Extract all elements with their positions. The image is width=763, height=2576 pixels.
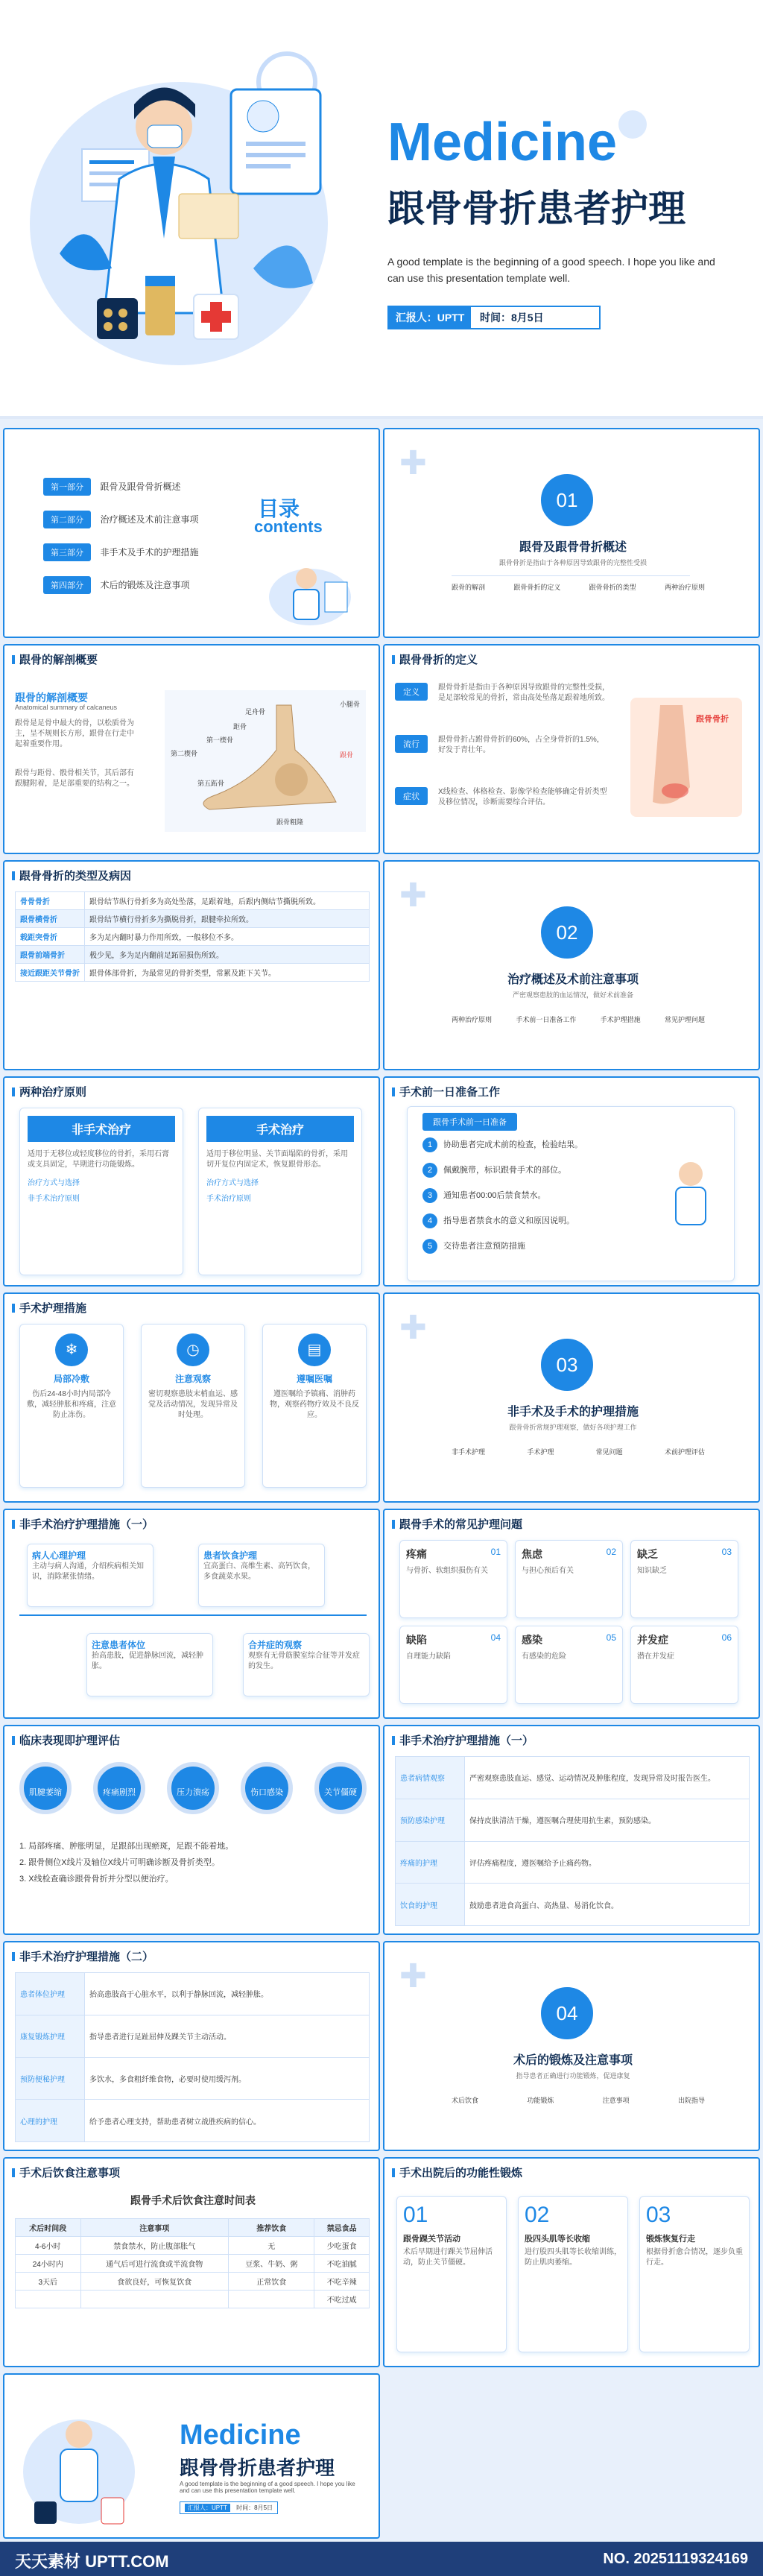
fracture-label: 跟骨骨折: [696, 715, 729, 724]
toc-part-label: 第二部分: [43, 511, 91, 528]
section-tag: 手术护理: [527, 1448, 554, 1456]
section-tag: 手术护理措施: [600, 1016, 641, 1023]
exercise-card: 02 股四头肌等长收缩 进行股四头肌等长收缩训练，防止肌肉萎缩。: [518, 2196, 628, 2352]
preop-item: 3 通知患者00:00后禁食禁水。: [422, 1187, 646, 1213]
table-row: 康复锻炼护理 指导患者进行足趾屈伸及踝关节主动活动。: [16, 2015, 370, 2057]
principle-sub: 手术治疗原则: [206, 1195, 251, 1203]
table-row: 4-6小时 禁食禁水，防止腹部胀气 无 少吃蛋食: [16, 2237, 370, 2255]
assess-line: 1. 局部疼痛、肿胀明显，足跟部出现瘀斑，足跟不能着地。: [19, 1842, 234, 1851]
diet-table-title: 跟骨手术后饮食注意时间表: [130, 2194, 256, 2206]
nonsurg-text: 抬高患肢，促进静脉回流，减轻肿胀。: [92, 1652, 203, 1670]
section3-slide: [383, 1292, 760, 1503]
section1-slide: [383, 428, 760, 638]
nursing-title: 注意观察: [174, 1374, 211, 1384]
nursing-title: 遵嘱医嘱: [296, 1374, 332, 1384]
toc-part-label: 第一部分: [43, 478, 91, 496]
table-row: 不吃过咸: [16, 2291, 370, 2308]
nonsurg-text: 宜高蛋白、高维生素、高钙饮食，多食蔬菜水果。: [203, 1562, 315, 1581]
nursing-text: 密切观察患肢末梢血运、感觉及活动情况，发现异常及时处理。: [148, 1390, 238, 1419]
section2-slide: [383, 860, 760, 1070]
type-desc: 跟骨结节横行骨折多为撕脱骨折，跟腱牵拉所致。: [85, 910, 370, 928]
fracture-image: [630, 698, 742, 817]
cover-title-cn: 跟骨骨折患者护理: [387, 188, 686, 230]
section-subtitle: 指导患者正确进行功能锻炼，促进康复: [516, 2072, 630, 2080]
definition-text: 跟骨骨折是指由于各种原因导致跟骨的完整性受损，是足部较常见的骨折，常由高处坠落足跟着地所致。: [438, 684, 610, 702]
cover-reporter: 汇报人：UPTT: [389, 307, 471, 328]
section-tag: 手术前一日准备工作: [516, 1016, 577, 1023]
problem-card: 并发症 06 潜在并发症: [630, 1626, 738, 1704]
footer-right: NO. 20251119324169: [603, 2551, 748, 2567]
table-row: [16, 892, 370, 910]
slide-header: 两种治疗原则: [12, 1084, 86, 1099]
slide-header: 非手术治疗护理措施（二）: [12, 1948, 153, 1964]
cover-info-box: [387, 306, 601, 329]
type-name: 接近跟距关节骨折: [16, 964, 85, 982]
preop-card: [407, 1106, 735, 1281]
doctor-illustration: [19, 2390, 139, 2531]
toc-item-label: 术后的锻炼及注意事项: [100, 580, 190, 590]
principle-sub: 治疗方式与选择: [206, 1179, 259, 1187]
section-subtitle: 严密观察患肢的血运情况，做好术前准备: [512, 991, 633, 999]
nonsurg-title: 注意患者体位: [92, 1640, 146, 1650]
slide-header: 跟骨手术的常见护理问题: [392, 1516, 522, 1532]
assess-circle: 伤口感染: [241, 1762, 293, 1814]
assess-circle: 肌腱萎缩: [19, 1762, 72, 1814]
nonsurg3-table: [15, 1972, 370, 2142]
principle-text: 适用于无移位或轻度移位的骨折，采用石膏或支具固定，早期进行功能锻炼。: [28, 1150, 169, 1169]
principle-title: 手术治疗: [206, 1116, 354, 1142]
plus-icon: ✚: [399, 877, 427, 914]
preop-item: 4 指导患者禁食水的意义和原因说明。: [422, 1213, 646, 1238]
anatomy-title: 跟骨的解剖概要: [15, 692, 88, 704]
assess-circle: 关节僵硬: [314, 1762, 367, 1814]
bone-label: 第二楔骨: [171, 750, 198, 757]
cover-slide: [0, 0, 763, 419]
section-tag: 跟骨骨折的定义: [513, 584, 561, 591]
foot-bone-diagram: [165, 690, 366, 832]
toc-item-2[interactable]: [43, 511, 237, 543]
table-row: 预防便秘护理 多饮水，多食粗纤维食物，必要时使用缓泻剂。: [16, 2057, 370, 2100]
nonsurg-item: [243, 1633, 370, 1696]
slide-header: 临床表现即护理评估: [12, 1732, 120, 1748]
table-row: [16, 964, 370, 982]
type-desc: 多为足内翻时暴力作用所致，一般移位不多。: [85, 928, 370, 946]
principle-card-right: [198, 1108, 362, 1275]
section-tag: 术前护理评估: [664, 1448, 705, 1456]
nursing-card: [141, 1324, 245, 1488]
table-row: 疼痛的护理 评估疼痛程度，遵医嘱给予止痛药物。: [396, 1841, 750, 1884]
table-row: 患者体位护理 抬高患肢高于心脏水平，以利于静脉回流，减轻肿胀。: [16, 1973, 370, 2015]
cover-time: 时间：8月5日: [480, 312, 544, 323]
slide-header: 跟骨骨折的类型及病因: [12, 868, 131, 883]
preop-card-title: 跟骨手术前一日准备: [422, 1113, 517, 1131]
diet-table: [15, 2218, 370, 2308]
slide-header: 手术前一日准备工作: [392, 1084, 500, 1099]
definition-item: [395, 735, 611, 787]
plus-icon: ✚: [399, 445, 427, 482]
nursing-text: 伤后24-48小时内局部冷敷，减轻肿胀和疼痛，注意防止冻伤。: [27, 1390, 116, 1419]
slide-header: 非手术治疗护理措施（一）: [12, 1516, 153, 1532]
nonsurg-text: 观察有无骨筋膜室综合征等并发症的发生。: [248, 1652, 360, 1670]
slide-header: 手术护理措施: [12, 1300, 86, 1316]
definition-tag: 定义: [395, 683, 428, 701]
footer-left: 天天素材 UPTT.COM: [15, 2552, 169, 2571]
principle-card-left: [19, 1108, 183, 1275]
assess-circle: 疼痛剧烈: [93, 1762, 145, 1814]
toc-item-1[interactable]: [43, 478, 237, 511]
nursing-card: [262, 1324, 367, 1488]
assess-slide: [3, 1725, 380, 1935]
nonsurg2-table: [395, 1756, 750, 1926]
problem-card: 缺陷 04 自理能力缺陷: [399, 1626, 507, 1704]
nonsurg-item: [86, 1633, 213, 1696]
end-time: 时间：8月5日: [236, 2504, 273, 2511]
section-title: 治疗概述及术前注意事项: [507, 973, 639, 986]
nursing-slide: [3, 1292, 380, 1503]
exercise-card: 03 锻炼恢复行走 根据骨折愈合情况，逐步负重行走。: [639, 2196, 750, 2352]
section-tag: 注意事项: [602, 2097, 630, 2104]
bone-label: 跟骨: [340, 751, 354, 759]
table-row: 心理的护理 给予患者心理支持，帮助患者树立战胜疾病的信心。: [16, 2100, 370, 2142]
table-row: 患者病情观察 严密观察患肢血运、感觉、运动情况及肿胀程度，发现异常及时报告医生。: [396, 1757, 750, 1799]
nonsurg-item: [198, 1544, 325, 1607]
nonsurg3-slide: [3, 1941, 380, 2151]
toc-title-cn: 目录: [258, 497, 300, 520]
exercise-card: 01 跟骨踝关节活动 术后早期进行踝关节屈伸活动，防止关节僵硬。: [396, 2196, 507, 2352]
section-tag: 出院指导: [677, 2097, 705, 2104]
nonsurg-title: 合并症的观察: [248, 1640, 303, 1650]
bone-label: 跟骨粗隆: [276, 818, 304, 826]
anatomy-subtitle: Anatomical summary of calcaneus: [15, 704, 118, 711]
toc-item-label: 跟骨及跟骨骨折概述: [100, 482, 181, 492]
assess-circle: 压力溃疡: [167, 1762, 219, 1814]
toc-item-3[interactable]: [43, 543, 237, 576]
bone-label: 距骨: [233, 723, 247, 730]
section-tag: 跟骨骨折的类型: [589, 584, 636, 591]
type-name: 骨骨骨折: [16, 892, 85, 910]
toc-part-label: 第四部分: [43, 576, 91, 594]
cover-title-en: Medicine: [387, 113, 618, 172]
anatomy-text-1: 跟骨是足骨中最大的骨，以松质骨为主，呈不规则长方形，跟骨在行走中起着重要作用。: [15, 719, 134, 748]
toc-title-en: contents: [254, 517, 323, 536]
anatomy-slide: [3, 644, 380, 854]
principle-sub: 非手术治疗原则: [28, 1195, 80, 1203]
doctor-illustration: [30, 30, 358, 388]
principles-slide: [3, 1076, 380, 1287]
nonsurg-title: 患者饮食护理: [203, 1550, 258, 1561]
section-title: 术后的锻炼及注意事项: [513, 2054, 633, 2067]
toc-item-4[interactable]: [43, 576, 237, 609]
definition-tag: 流行: [395, 735, 428, 753]
table-row: [16, 928, 370, 946]
table-row: [16, 946, 370, 964]
assess-line: 2. 跟骨侧位X线片及轴位X线片可明确诊断及骨折类型。: [19, 1858, 220, 1867]
definition-text: 跟骨骨折占跗骨骨折的60%，占全身骨折的1.5%，好发于青壮年。: [438, 736, 604, 754]
exercise-slide: [383, 2157, 760, 2367]
nonsurg2-slide: [383, 1725, 760, 1935]
divider: [452, 575, 690, 576]
preop-item: 5 交待患者注意预防措施: [422, 1238, 646, 1263]
table-row: 3天后 食欲良好，可恢复饮食 正常饮食 不吃辛辣: [16, 2273, 370, 2291]
problem-card: 感染 05 有感染的危险: [515, 1626, 623, 1704]
diet-slide: [3, 2157, 380, 2367]
nurse-illustration: [653, 1152, 728, 1234]
section-tag: 常见护理问题: [664, 1016, 705, 1023]
section-number: 02: [541, 906, 593, 959]
table-row: 24小时内 通气后可进行流食或半流食物 豆浆、牛奶、粥 不吃油腻: [16, 2255, 370, 2273]
type-desc: 跟骨结节纵行骨折多为高处坠落，足跟着地，后跟内侧结节撕脱所致。: [85, 892, 370, 910]
definition-text: X线检查、体格检查、影像学检查能够确定骨折类型及移位情况，诊断需要综合评估。: [438, 788, 607, 806]
problem-card: 焦虑 02 与担心预后有关: [515, 1540, 623, 1618]
principle-sub: 治疗方式与选择: [28, 1179, 80, 1187]
cover-description: A good template is the beginning of a good speech. I hope you like and can use this presentation template well.: [387, 256, 715, 284]
bone-label: 小腿骨: [340, 701, 361, 708]
bone-label: 第五跖骨: [197, 780, 225, 787]
end-description: A good template is the beginning of a good speech. I hope you like and can use this presentation template well.: [180, 2481, 355, 2494]
section-tag: 两种治疗原则: [664, 584, 705, 591]
nursing-card: [19, 1324, 124, 1488]
assess-line: 3. X线检查确诊跟骨骨折并分型以便治疗。: [19, 1875, 174, 1884]
table-row: 预防感染护理 保持皮肤清洁干燥，遵医嘱合理使用抗生素，预防感染。: [396, 1799, 750, 1841]
toc-part-label: 第三部分: [43, 543, 91, 561]
deco-circle: [618, 110, 647, 139]
nonsurg-text: 主动与病人沟通，介绍疾病相关知识，消除紧张情绪。: [32, 1562, 144, 1581]
section-number: 04: [541, 1987, 593, 2039]
problems-slide: [383, 1509, 760, 1719]
section4-slide: [383, 1941, 760, 2151]
nursing-title: 局部冷敷: [53, 1374, 89, 1384]
nonsurg-item: [27, 1544, 153, 1607]
bone-label: 第一楔骨: [206, 736, 234, 744]
timeline-line: [19, 1614, 367, 1616]
section-number: 03: [541, 1339, 593, 1391]
type-name: 跟骨横骨折: [16, 910, 85, 928]
table-header-row: 术后时间段 注意事项 推荐饮食 禁忌食品: [16, 2219, 370, 2237]
definition-tag: 症状: [395, 787, 428, 805]
section-tag: 功能锻炼: [527, 2097, 554, 2104]
toc-item-label: 非手术及手术的护理措施: [100, 547, 199, 558]
bone-label: 足舟骨: [245, 708, 266, 716]
end-cover-slide: [3, 2373, 380, 2539]
type-name: 跟骨前端骨折: [16, 946, 85, 964]
watermark-footer: [0, 2542, 763, 2576]
plus-icon: ✚: [399, 1958, 427, 1995]
principle-text: 适用于移位明显、关节面塌陷的骨折，采用切开复位内固定术，恢复跟骨形态。: [206, 1150, 348, 1169]
section-tag: 常见问题: [595, 1448, 623, 1456]
section-tag: 跟骨的解剖: [452, 584, 486, 591]
slide-header: 跟骨骨折的定义: [392, 651, 478, 667]
definition-item: [395, 787, 611, 839]
anatomy-text-2: 跟骨与距骨、骰骨相关节，其后部有跟腱附着，是足部重要的结构之一。: [15, 769, 134, 788]
section-title: 非手术及手术的护理措施: [507, 1406, 639, 1418]
preop-item: 1 协助患者完成术前的检查，检验结果。: [422, 1137, 646, 1162]
end-title-en: Medicine: [180, 2419, 301, 2451]
section-tag: 非手术护理: [452, 1448, 486, 1456]
end-reporter: 汇报人：UPTT: [185, 2504, 230, 2512]
toc-slide: [3, 428, 380, 638]
type-desc: 跟骨体部骨折，为最常见的骨折类型，常累及距下关节。: [85, 964, 370, 982]
section-tag: 两种治疗原则: [452, 1016, 493, 1023]
section-tag: 术后饮食: [452, 2097, 479, 2104]
principle-title: 非手术治疗: [28, 1116, 175, 1142]
definition-slide: [383, 644, 760, 854]
slide-header: 跟骨的解剖概要: [12, 651, 98, 667]
slide-header: 手术后饮食注意事项: [12, 2165, 120, 2180]
section-title: 跟骨及跟骨骨折概述: [519, 541, 627, 554]
section-number: 01: [541, 474, 593, 526]
section-subtitle: 跟骨骨折是指由于各种原因导致跟骨的完整性受损: [498, 559, 647, 566]
table-row: [16, 910, 370, 928]
nurse-illustration: [265, 552, 355, 627]
nonsurg-slide: [3, 1509, 380, 1719]
preop-slide: [383, 1076, 760, 1287]
type-desc: 极少见，多为足内翻前足跖屈损伤所致。: [85, 946, 370, 964]
section-subtitle: 跟骨骨折常规护理观察，做好各项护理工作: [509, 1424, 637, 1431]
snowflake-icon: ❄: [55, 1333, 88, 1366]
problem-card: 缺乏 03 知识缺乏: [630, 1540, 738, 1618]
clipboard-icon: ▤: [298, 1333, 331, 1366]
end-title-cn: 跟骨骨折患者护理: [180, 2457, 335, 2479]
slide-header: 非手术治疗护理措施（一）: [392, 1732, 534, 1748]
toc-item-label: 治疗概述及术前注意事项: [100, 514, 199, 525]
table-row: 饮食的护理 鼓励患者进食高蛋白、高热量、易消化饮食。: [396, 1884, 750, 1926]
preop-item: 2 佩戴腕带，标识跟骨手术的部位。: [422, 1162, 646, 1187]
nursing-text: 遵医嘱给予镇痛、消肿药物，观察药物疗效及不良反应。: [270, 1390, 359, 1419]
types-slide: [3, 860, 380, 1070]
plus-icon: ✚: [399, 1310, 427, 1346]
problem-card: 疼痛 01 与骨折、软组织损伤有关: [399, 1540, 507, 1618]
slide-header: 手术出院后的功能性锻炼: [392, 2165, 522, 2180]
end-info-box: [180, 2501, 278, 2514]
clock-icon: ◷: [177, 1333, 209, 1366]
nonsurg-title: 病人心理护理: [32, 1550, 86, 1561]
types-table: [15, 891, 370, 982]
type-name: 载距突骨折: [16, 928, 85, 946]
definition-item: [395, 683, 611, 735]
